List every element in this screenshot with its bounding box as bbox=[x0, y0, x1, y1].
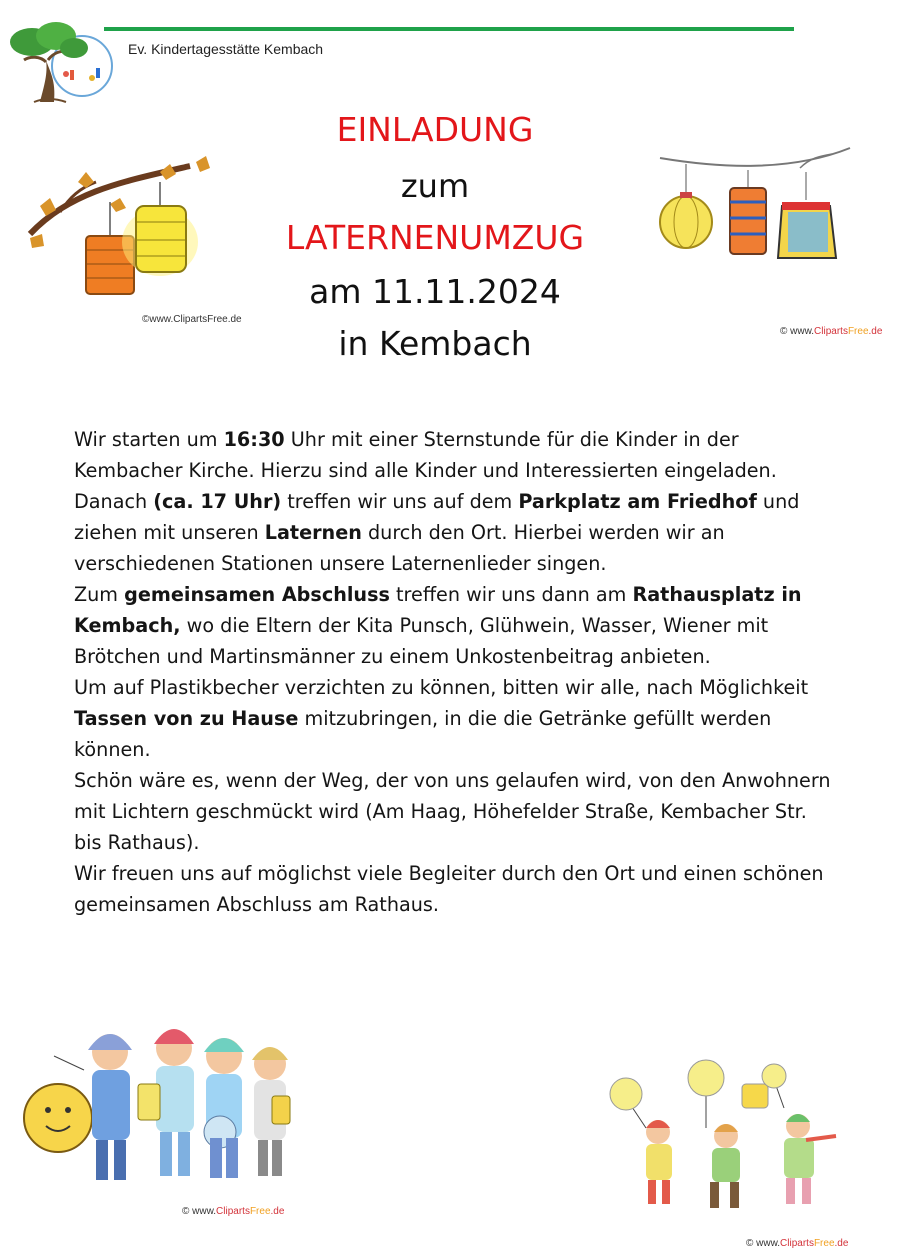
closing-highlight: gemeinsamen Abschluss bbox=[124, 583, 390, 606]
clipart-credit-top-right bbox=[780, 326, 882, 337]
credit-brand: Cliparts bbox=[814, 326, 848, 337]
title-laternenumzug: LATERNENUMZUG bbox=[285, 218, 585, 257]
credit-brand-free: Free bbox=[847, 326, 869, 337]
title-einladung: EINLADUNG bbox=[336, 110, 534, 149]
credit-prefix: © www. bbox=[746, 1238, 781, 1249]
paragraph-closing-wish: Wir freuen uns auf möglichst viele Begleiter durch den Ort und einen schönen gemeinsamen Abschluss am Rathaus. bbox=[74, 862, 824, 916]
kita-tree-logo-icon bbox=[4, 16, 124, 108]
credit-brand-free: Free bbox=[249, 1206, 271, 1217]
paragraph-closing-event bbox=[74, 579, 834, 672]
credit-suffix: .de bbox=[868, 326, 883, 337]
lanterns-string-clipart bbox=[650, 128, 910, 337]
meeting-time: (ca. 17 Uhr) bbox=[153, 490, 282, 513]
clipart-credit-bottom-left bbox=[182, 1206, 284, 1217]
organization-name: Ev. Kindertagesstätte Kembach bbox=[128, 41, 324, 57]
lanterns-branch-clipart bbox=[0, 142, 240, 326]
text-run: mitzubringen, in die die Getränke gefüllt werden können. bbox=[74, 707, 772, 761]
text-run: Um auf Plastikbecher verzichten zu können, bitten wir alle, nach Möglichkeit bbox=[74, 676, 809, 699]
paragraph-start-time bbox=[74, 424, 834, 486]
text-run: wo die Eltern der Kita Punsch, Glühwein, Wasser, Wiener mit Brötchen und Martinsmänner zu einem Unkostenbeitrag anbieten. bbox=[74, 614, 769, 668]
credit-brand: Cliparts bbox=[780, 1238, 814, 1249]
text-run: treffen wir uns auf dem bbox=[281, 490, 519, 513]
cups-highlight: Tassen von zu Hause bbox=[74, 707, 299, 730]
text-run: treffen wir uns dann am bbox=[389, 583, 633, 606]
text-run: Zum bbox=[74, 583, 125, 606]
credit-suffix: .de bbox=[834, 1238, 849, 1249]
lantern-branch-icon bbox=[0, 142, 240, 326]
closing-place: Rathausplatz in Kembach, bbox=[74, 583, 802, 637]
text-run: Danach bbox=[74, 490, 154, 513]
credit-brand-free: Free bbox=[813, 1238, 835, 1249]
children-procession-clipart bbox=[606, 1048, 861, 1248]
children-procession-icon bbox=[606, 1048, 861, 1228]
text-run: Uhr mit einer Sternstunde für die Kinder in der Kembacher Kirche. Hierzu sind alle Kinder und Interessierten eingeladen. bbox=[74, 428, 777, 482]
clipart-credit-top-left: ©www.ClipartsFree.de bbox=[142, 314, 242, 325]
paragraph-meeting-point bbox=[74, 486, 834, 579]
text-run: und ziehen mit unseren bbox=[74, 490, 800, 544]
paragraph-cups bbox=[74, 672, 834, 765]
text-run: durch den Ort. Hierbei werden wir an verschiedenen Stationen unsere Laternenlieder singen. bbox=[74, 521, 725, 575]
credit-prefix: © www. bbox=[780, 326, 815, 337]
title-date: am 11.11.2024 bbox=[309, 272, 561, 311]
lanterns-highlight: Laternen bbox=[264, 521, 362, 544]
clipart-credit-bottom-right bbox=[746, 1238, 848, 1249]
children-with-lanterns-clipart bbox=[14, 1000, 306, 1222]
hanging-lanterns-icon bbox=[650, 128, 910, 278]
text-run: Wir starten um bbox=[74, 428, 224, 451]
credit-suffix: .de bbox=[270, 1206, 285, 1217]
header-divider bbox=[104, 27, 794, 31]
invitation-body bbox=[74, 424, 834, 920]
paragraph-route-lights: Schön wäre es, wenn der Weg, der von uns gelaufen wird, von den Anwohnern mit Lichtern geschmückt wird (Am Haag, Höhefelder Straße, Kembacher Str. bis Rathaus). bbox=[74, 769, 831, 854]
title-zum: zum bbox=[400, 167, 470, 205]
children-lanterns-icon bbox=[14, 1000, 306, 1200]
credit-brand: Cliparts bbox=[216, 1206, 250, 1217]
credit-prefix: © www. bbox=[182, 1206, 217, 1217]
start-time: 16:30 bbox=[223, 428, 285, 451]
meeting-place: Parkplatz am Friedhof bbox=[518, 490, 757, 513]
title-location: in Kembach bbox=[338, 324, 532, 363]
